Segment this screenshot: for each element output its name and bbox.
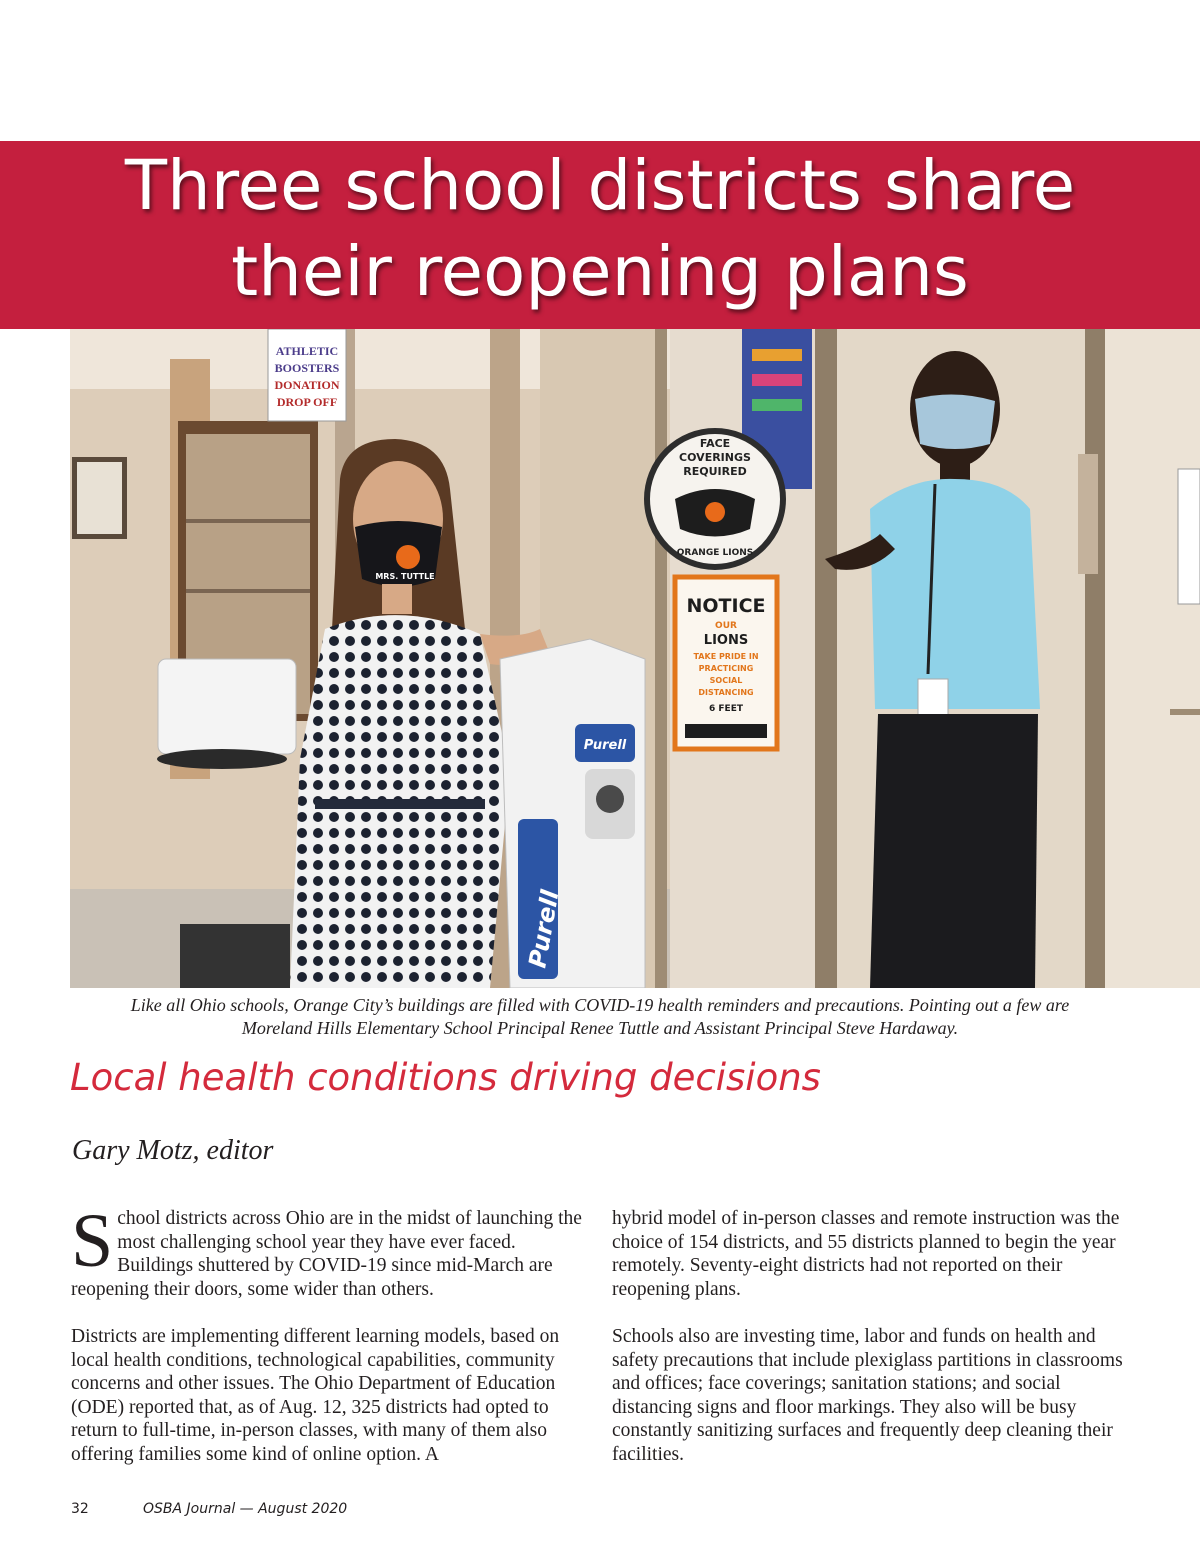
headline-line-2: their reopening plans xyxy=(231,232,969,312)
headline xyxy=(0,143,1200,315)
drop-cap: S xyxy=(71,1199,114,1283)
publication-name: OSBA Journal — August 2020 xyxy=(143,1501,348,1517)
paragraph-4: Schools also are investing time, labor and funds on health and safety precautions that include plexiglass partitions in classrooms and offices; face coverings; sanitation stations; and social distancing signs and floor markings. They also will be busy constantly sanitizing surfaces and frequently deep cleaning their facilities. xyxy=(612,1325,1123,1465)
purell-label-top: Purell xyxy=(583,738,627,753)
notice-line-6: DISTANCING xyxy=(698,688,754,697)
purell-dispenser xyxy=(500,639,645,988)
mask-text: MRS. TUTTLE xyxy=(375,572,435,581)
paragraph-2: Districts are implementing different learning models, based on local health conditions, technological capabilities, community concerns and other issues. The Ohio Department of Education (ODE) reported that, as of Aug. 12, 325 districts had opted to return to full-time, in-person classes, with many of them also offering families some kind of online option. A xyxy=(71,1325,560,1465)
article-photo xyxy=(70,329,1200,988)
notice-line-5: SOCIAL xyxy=(709,676,743,685)
paragraph-1 xyxy=(71,1199,591,1301)
headline-line-1: Three school districts share xyxy=(124,146,1076,226)
sign-face-line-2: COVERINGS xyxy=(679,451,751,464)
subheadline: Local health conditions driving decisions xyxy=(70,1056,821,1099)
body-column-left xyxy=(71,1199,591,1490)
notice-line-7: 6 FEET xyxy=(709,704,743,714)
page-footer xyxy=(71,1501,347,1517)
sign-booster-line-2: BOOSTERS xyxy=(274,361,340,375)
notice-line-4: PRACTICING xyxy=(698,664,754,673)
paragraph-1-text: chool districts across Ohio are in the midst of launching the most challenging school year they have ever faced. Buildings shuttered by COVID-19 since mid-March are reopening their doors, some wider than others. xyxy=(71,1208,582,1300)
paragraph-3: hybrid model of in-person classes and remote instruction was the choice of 154 districts, and 55 districts planned to begin the year remotely. Seventy-eight districts had not reported on their reopening plans. xyxy=(612,1208,1120,1300)
sign-notice xyxy=(675,577,777,749)
sign-face-coverings xyxy=(647,431,783,567)
purell-label-side: Purell xyxy=(523,887,565,971)
sign-booster-line-1: ATHLETIC xyxy=(275,344,339,358)
notice-line-3: TAKE PRIDE IN xyxy=(693,652,759,661)
sign-face-line-3: REQUIRED xyxy=(683,465,747,478)
caption-line-2: Moreland Hills Elementary School Principal Renee Tuttle and Assistant Principal Steve Hardaway. xyxy=(241,1018,959,1038)
sign-booster-line-4: DROP OFF xyxy=(276,395,338,409)
page-number: 32 xyxy=(71,1501,89,1517)
sign-face-line-1: FACE xyxy=(699,437,731,450)
body-column-right xyxy=(612,1207,1132,1490)
sign-face-bottom: ORANGE LIONS xyxy=(676,548,754,558)
notice-line-2: LIONS xyxy=(703,633,749,648)
photo-caption xyxy=(60,994,1140,1040)
caption-line-1: Like all Ohio schools, Orange City’s buildings are filled with COVID-19 health reminders and precautions. Pointing out a few are xyxy=(130,995,1070,1015)
notice-line-1: OUR xyxy=(715,621,737,631)
sign-booster xyxy=(268,329,346,421)
byline: Gary Motz, editor xyxy=(72,1135,274,1166)
notice-title: NOTICE xyxy=(686,595,766,617)
sign-booster-line-3: DONATION xyxy=(274,378,340,392)
